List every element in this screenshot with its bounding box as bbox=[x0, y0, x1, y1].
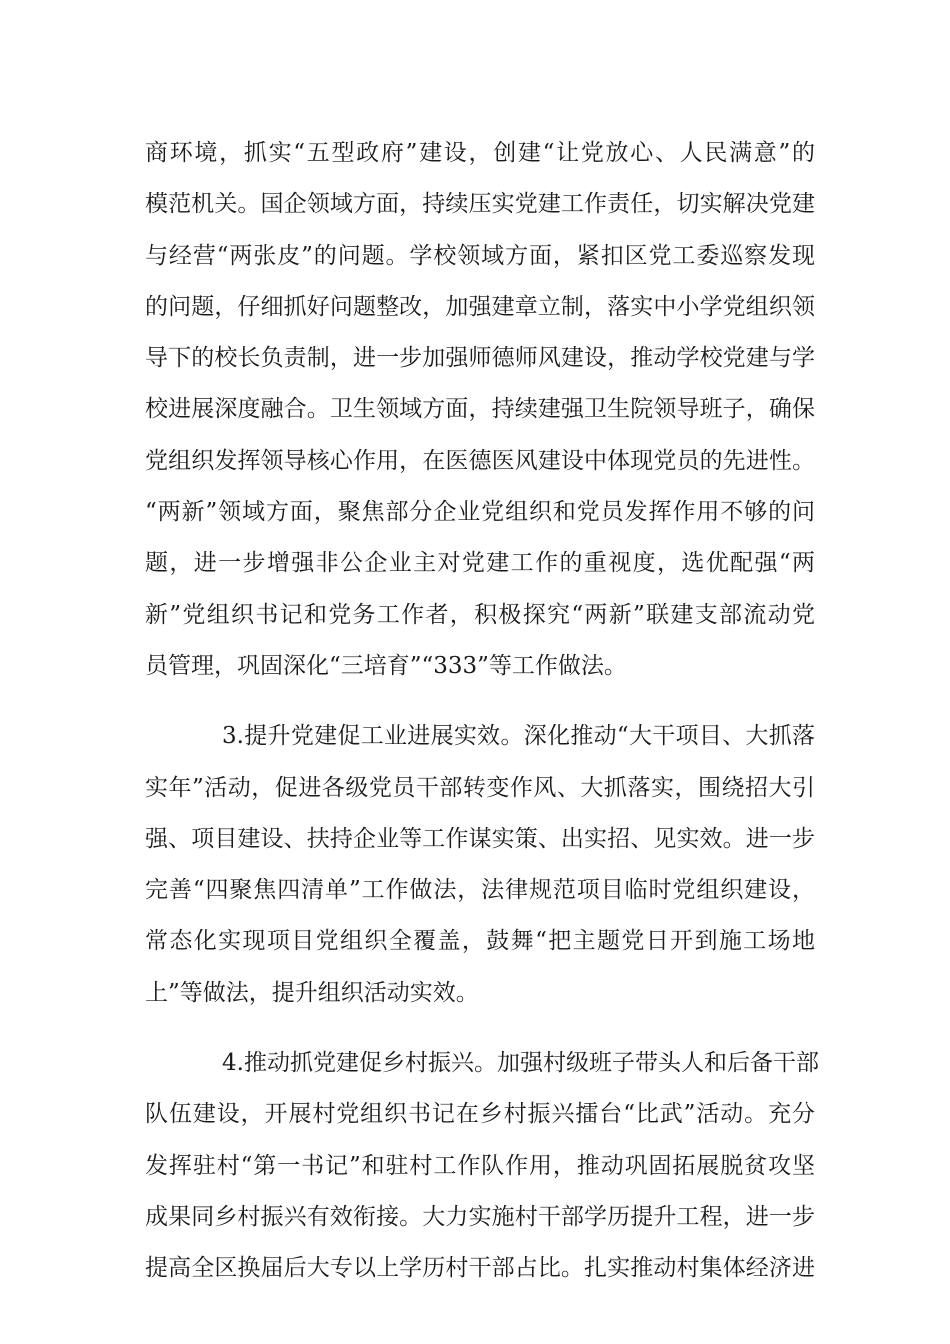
paragraph-line: 校进展深度融合。卫生领域方面，持续建强卫生院领导班子，确保 bbox=[145, 396, 815, 423]
paragraph-spacer bbox=[145, 1019, 815, 1038]
paragraph-3 bbox=[145, 1038, 819, 1294]
paragraph-line: 完善“四聚焦四清单”工作做法，法律规范项目临时党组织建设， bbox=[145, 877, 815, 904]
paragraph-spacer bbox=[145, 692, 815, 711]
paragraph-line: 4.推动抓党建促乡村振兴。加强村级班子带头人和后备干部 bbox=[222, 1050, 819, 1077]
paragraph-line: 模范机关。国企领域方面，持续压实党建工作责任，切实解决党建 bbox=[145, 191, 815, 218]
paragraph-line: 与经营“两张皮”的问题。学校领域方面，紧扣区党工委巡察发现 bbox=[145, 242, 815, 269]
paragraph-line: 题，进一步增强非公企业主对党建工作的重视度，选优配强“两 bbox=[145, 550, 815, 577]
paragraph-line: 队伍建设，开展村党组织书记在乡村振兴擂台“比武”活动。充分 bbox=[145, 1101, 815, 1128]
paragraph-line: “两新”领域方面，聚焦部分企业党组织和党员发挥作用不够的问 bbox=[145, 499, 815, 526]
paragraph-line: 提高全区换届后大专以上学历村干部占比。扎实推动村集体经济进 bbox=[145, 1255, 815, 1282]
paragraph-2 bbox=[145, 711, 815, 1019]
paragraph-line: 商环境，抓实“五型政府”建设，创建“让党放心、人民满意”的 bbox=[145, 140, 815, 166]
paragraph-line: 党组织发挥领导核心作用，在医德医风建设中体现党员的先进性。 bbox=[145, 447, 815, 474]
paragraph-line: 员管理，巩固深化“三培育”“333”等工作做法。 bbox=[145, 652, 627, 679]
paragraph-line: 成果同乡村振兴有效衔接。大力实施村干部学历提升工程，进一步 bbox=[145, 1203, 815, 1230]
paragraph-line: 3.提升党建促工业进展实效。深化推动“大干项目、大抓落 bbox=[222, 723, 815, 750]
paragraph-line: 实年”活动，促进各级党员干部转变作风、大抓落实，围绕招大引 bbox=[145, 774, 815, 801]
paragraph-line: 强、项目建设、扶持企业等工作谋实策、出实招、见实效。进一步 bbox=[145, 825, 815, 852]
paragraph-line: 上”等做法，提升组织活动实效。 bbox=[145, 979, 479, 1006]
paragraph-line: 的问题，仔细抓好问题整改，加强建章立制，落实中小学党组织领 bbox=[145, 293, 815, 320]
paragraph-1 bbox=[145, 128, 815, 692]
paragraph-line: 发挥驻村“第一书记”和驻村工作队作用，推动巩固拓展脱贫攻坚 bbox=[145, 1152, 815, 1179]
paragraph-line: 导下的校长负责制，进一步加强师德师风建设，推动学校党建与学 bbox=[145, 345, 815, 372]
paragraph-line: 新”党组织书记和党务工作者，积极探究“两新”联建支部流动党 bbox=[145, 601, 815, 628]
paragraph-line: 常态化实现项目党组织全覆盖，鼓舞“把主题党日开到施工场地 bbox=[145, 928, 815, 955]
document-body bbox=[145, 128, 819, 1295]
